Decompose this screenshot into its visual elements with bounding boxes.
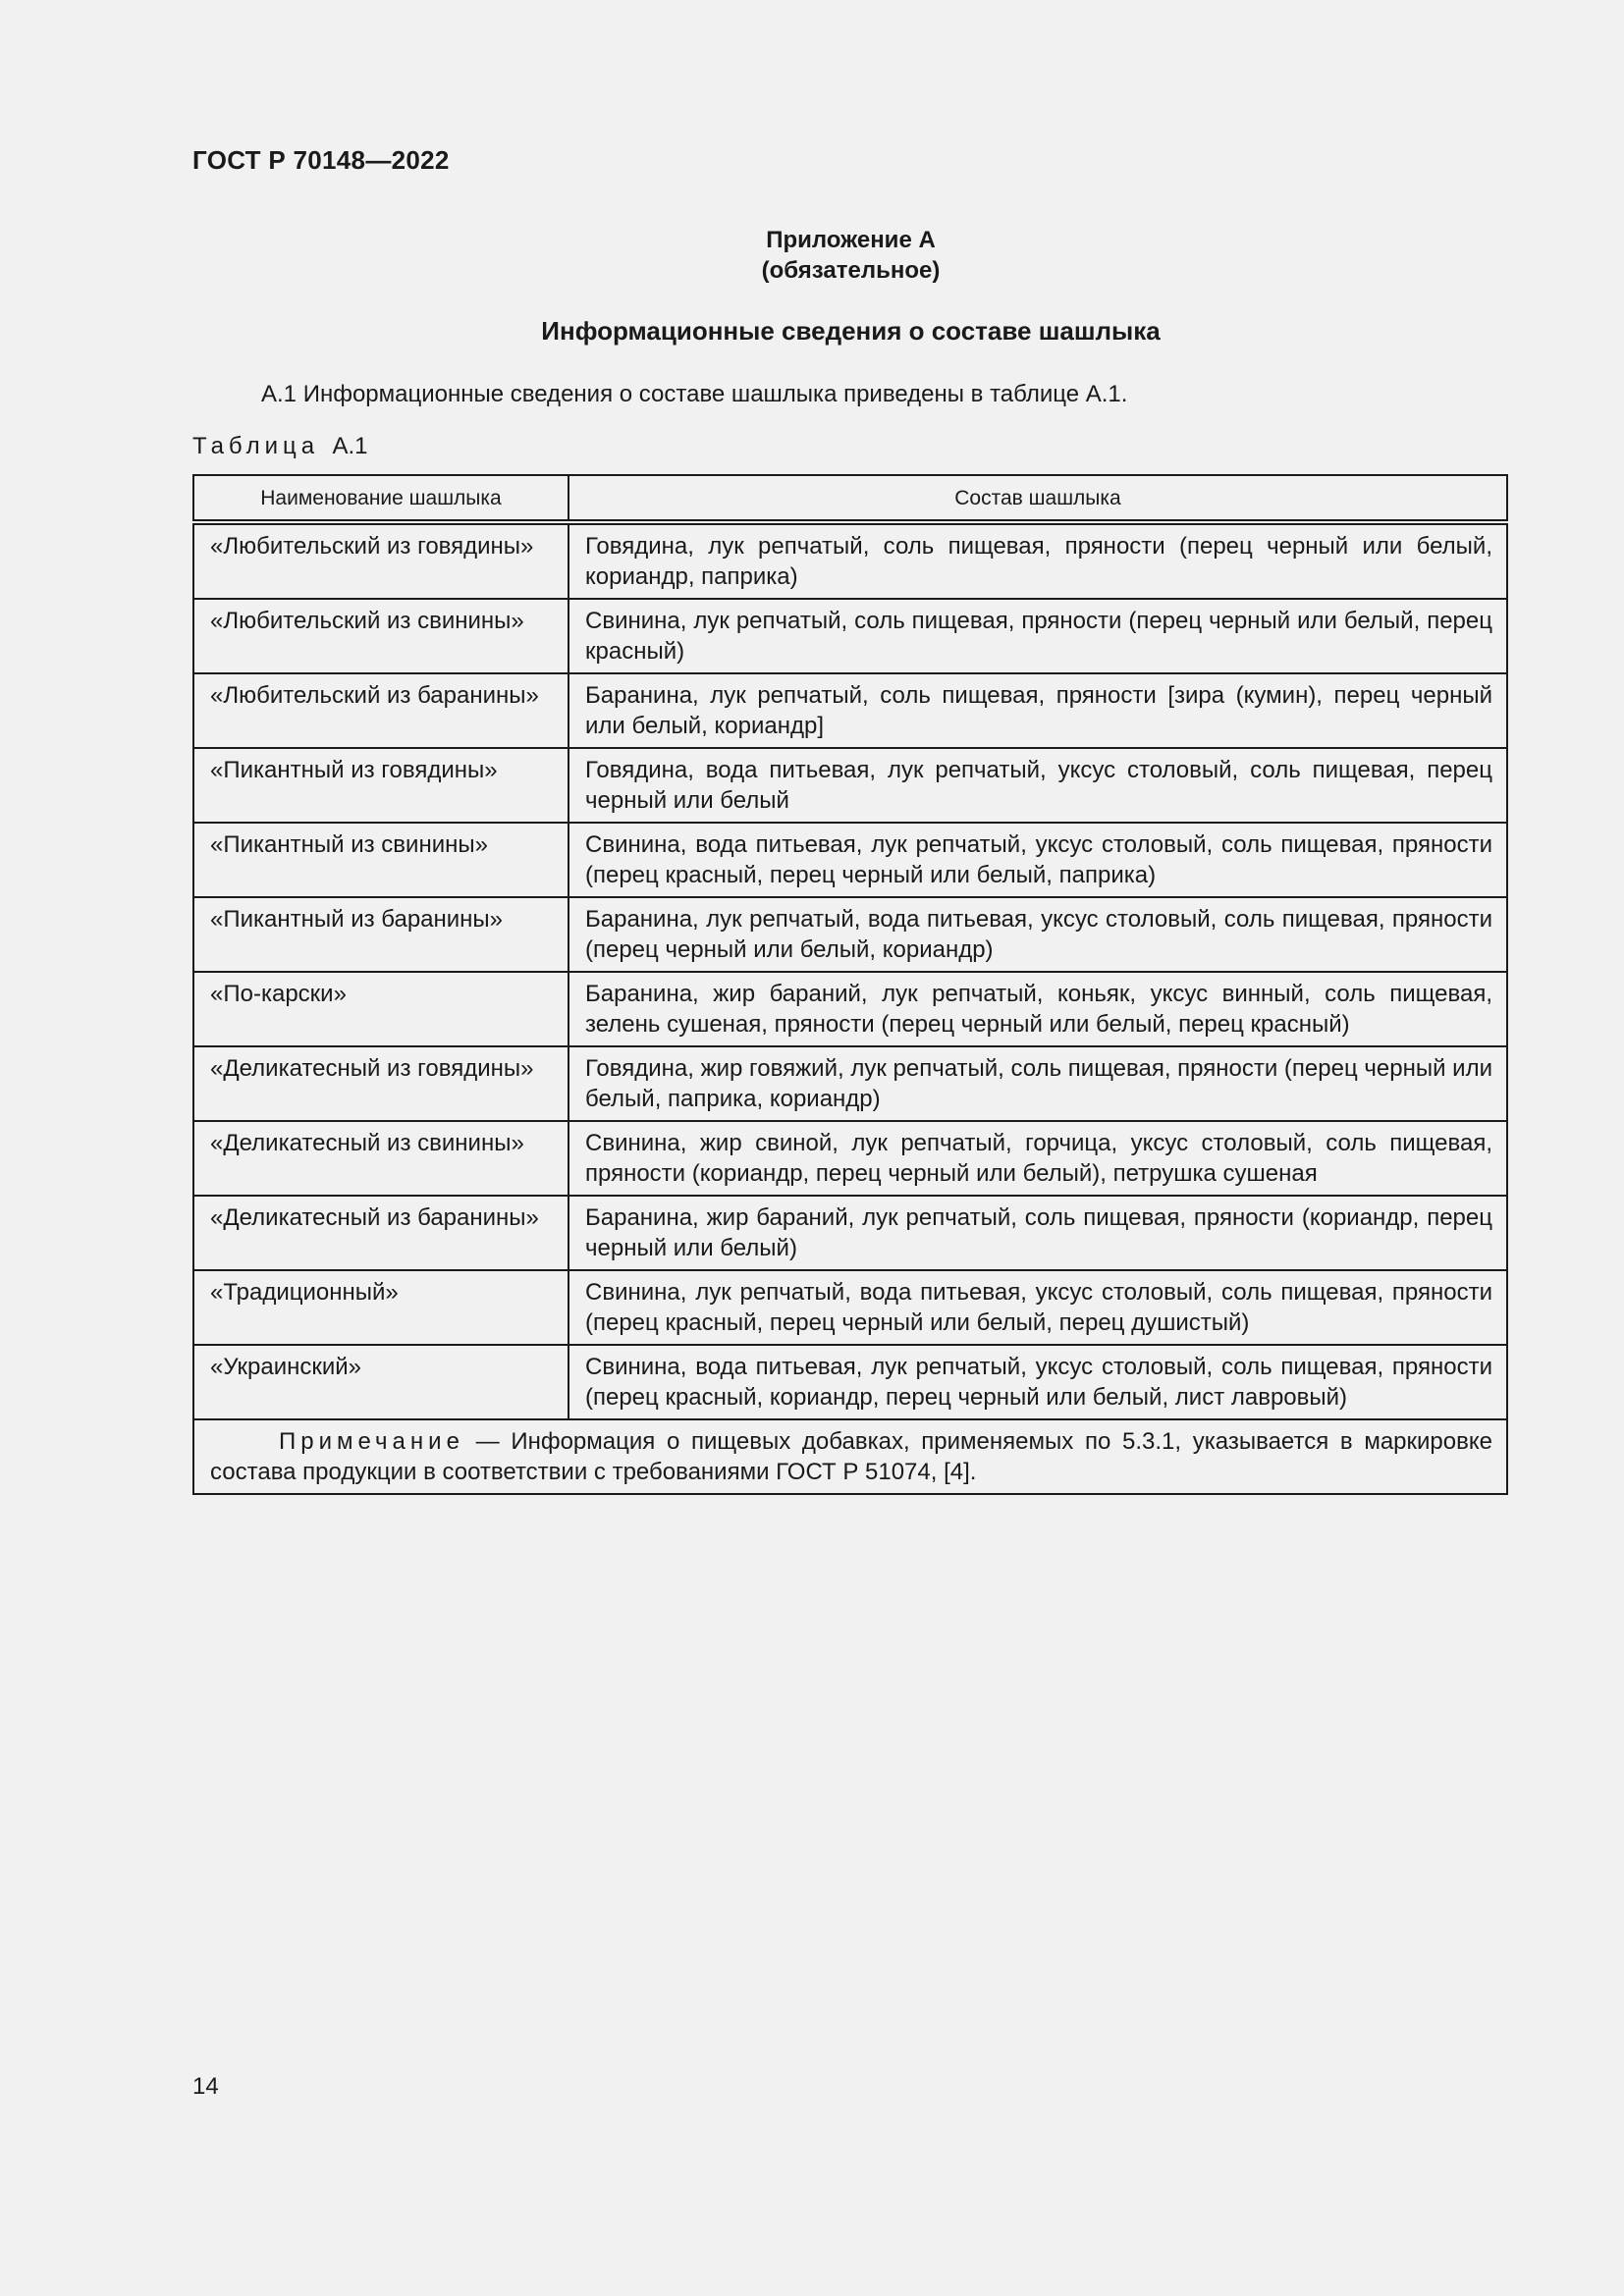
appendix-heading xyxy=(0,225,1624,286)
kebab-name-cell: «Деликатесный из баранины» xyxy=(193,1196,568,1270)
kebab-name-cell: «Любительский из свинины» xyxy=(193,599,568,673)
kebab-composition-cell: Свинина, лук репчатый, вода питьевая, уксус столовый, соль пищевая, пряности (перец красный, перец черный или белый, перец душистый) xyxy=(568,1270,1507,1345)
kebab-composition-cell: Баранина, лук репчатый, соль пищевая, пряности [зира (кумин), перец черный или белый, кориандр] xyxy=(568,673,1507,748)
composition-table xyxy=(192,474,1508,1495)
kebab-name-cell: «Пикантный из говядины» xyxy=(193,748,568,823)
note-label: Примечание xyxy=(279,1428,464,1455)
kebab-composition-cell: Баранина, лук репчатый, вода питьевая, уксус столовый, соль пищевая, пряности (перец черный или белый, кориандр) xyxy=(568,897,1507,972)
kebab-name-cell: «Деликатесный из говядины» xyxy=(193,1046,568,1121)
table-row xyxy=(193,748,1507,823)
table-caption-label: Таблица xyxy=(192,433,320,459)
kebab-name-cell: «По-карски» xyxy=(193,972,568,1046)
kebab-name-cell: «Деликатесный из свинины» xyxy=(193,1121,568,1196)
kebab-composition-cell: Свинина, вода питьевая, лук репчатый, уксус столовый, соль пищевая, пряности (перец красный, кориандр, перец черный или белый, лист лавровый) xyxy=(568,1345,1507,1419)
table-row xyxy=(193,599,1507,673)
table-header-row xyxy=(193,475,1507,522)
kebab-composition-cell: Баранина, жир бараний, лук репчатый, соль пищевая, пряности (кориандр, перец черный или белый) xyxy=(568,1196,1507,1270)
kebab-name-cell: «Традиционный» xyxy=(193,1270,568,1345)
kebab-composition-cell: Свинина, жир свиной, лук репчатый, горчица, уксус столовый, соль пищевая, пряности (кориандр, перец черный или белый), петрушка сушеная xyxy=(568,1121,1507,1196)
table-row xyxy=(193,1046,1507,1121)
table-caption xyxy=(192,433,367,460)
table-row xyxy=(193,522,1507,599)
table-row xyxy=(193,1270,1507,1345)
column-header-name: Наименование шашлыка xyxy=(193,475,568,522)
table-row xyxy=(193,823,1507,897)
kebab-name-cell: «Любительский из говядины» xyxy=(193,522,568,599)
intro-paragraph: А.1 Информационные сведения о составе шашлыка приведены в таблице А.1. xyxy=(261,381,1128,407)
section-title: Информационные сведения о составе шашлыка xyxy=(541,316,1161,346)
table-note xyxy=(193,1419,1507,1494)
table-row xyxy=(193,897,1507,972)
table-row xyxy=(193,972,1507,1046)
table-row xyxy=(193,1196,1507,1270)
kebab-composition-cell: Говядина, жир говяжий, лук репчатый, соль пищевая, пряности (перец черный или белый, паприка, кориандр) xyxy=(568,1046,1507,1121)
kebab-composition-cell: Баранина, жир бараний, лук репчатый, коньяк, уксус винный, соль пищевая, зелень сушеная, пряности (перец черный или белый, перец красный) xyxy=(568,972,1507,1046)
page-number: 14 xyxy=(192,2073,219,2100)
column-header-composition: Состав шашлыка xyxy=(568,475,1507,522)
note-text: — Информация о пищевых добавках, применяемых по 5.3.1, указывается в маркировке состава продукции в соответствии с требованиями ГОСТ Р 51074, [4]. xyxy=(210,1428,1492,1485)
kebab-composition-cell: Говядина, лук репчатый, соль пищевая, пряности (перец черный или белый, кориандр, паприка) xyxy=(568,522,1507,599)
appendix-title: Приложение А xyxy=(766,227,936,253)
kebab-name-cell: «Пикантный из свинины» xyxy=(193,823,568,897)
table-caption-number: А.1 xyxy=(332,433,368,459)
table-row xyxy=(193,1345,1507,1419)
table-row xyxy=(193,1121,1507,1196)
table-note-row xyxy=(193,1419,1507,1494)
kebab-composition-cell: Свинина, лук репчатый, соль пищевая, пряности (перец черный или белый, перец красный) xyxy=(568,599,1507,673)
kebab-name-cell: «Пикантный из баранины» xyxy=(193,897,568,972)
kebab-name-cell: «Украинский» xyxy=(193,1345,568,1419)
kebab-name-cell: «Любительский из баранины» xyxy=(193,673,568,748)
table-row xyxy=(193,673,1507,748)
kebab-composition-cell: Свинина, вода питьевая, лук репчатый, уксус столовый, соль пищевая, пряности (перец красный, перец черный или белый, паприка) xyxy=(568,823,1507,897)
appendix-status: (обязательное) xyxy=(761,257,941,284)
kebab-composition-cell: Говядина, вода питьевая, лук репчатый, уксус столовый, соль пищевая, перец черный или белый xyxy=(568,748,1507,823)
document-code: ГОСТ Р 70148—2022 xyxy=(192,145,450,175)
